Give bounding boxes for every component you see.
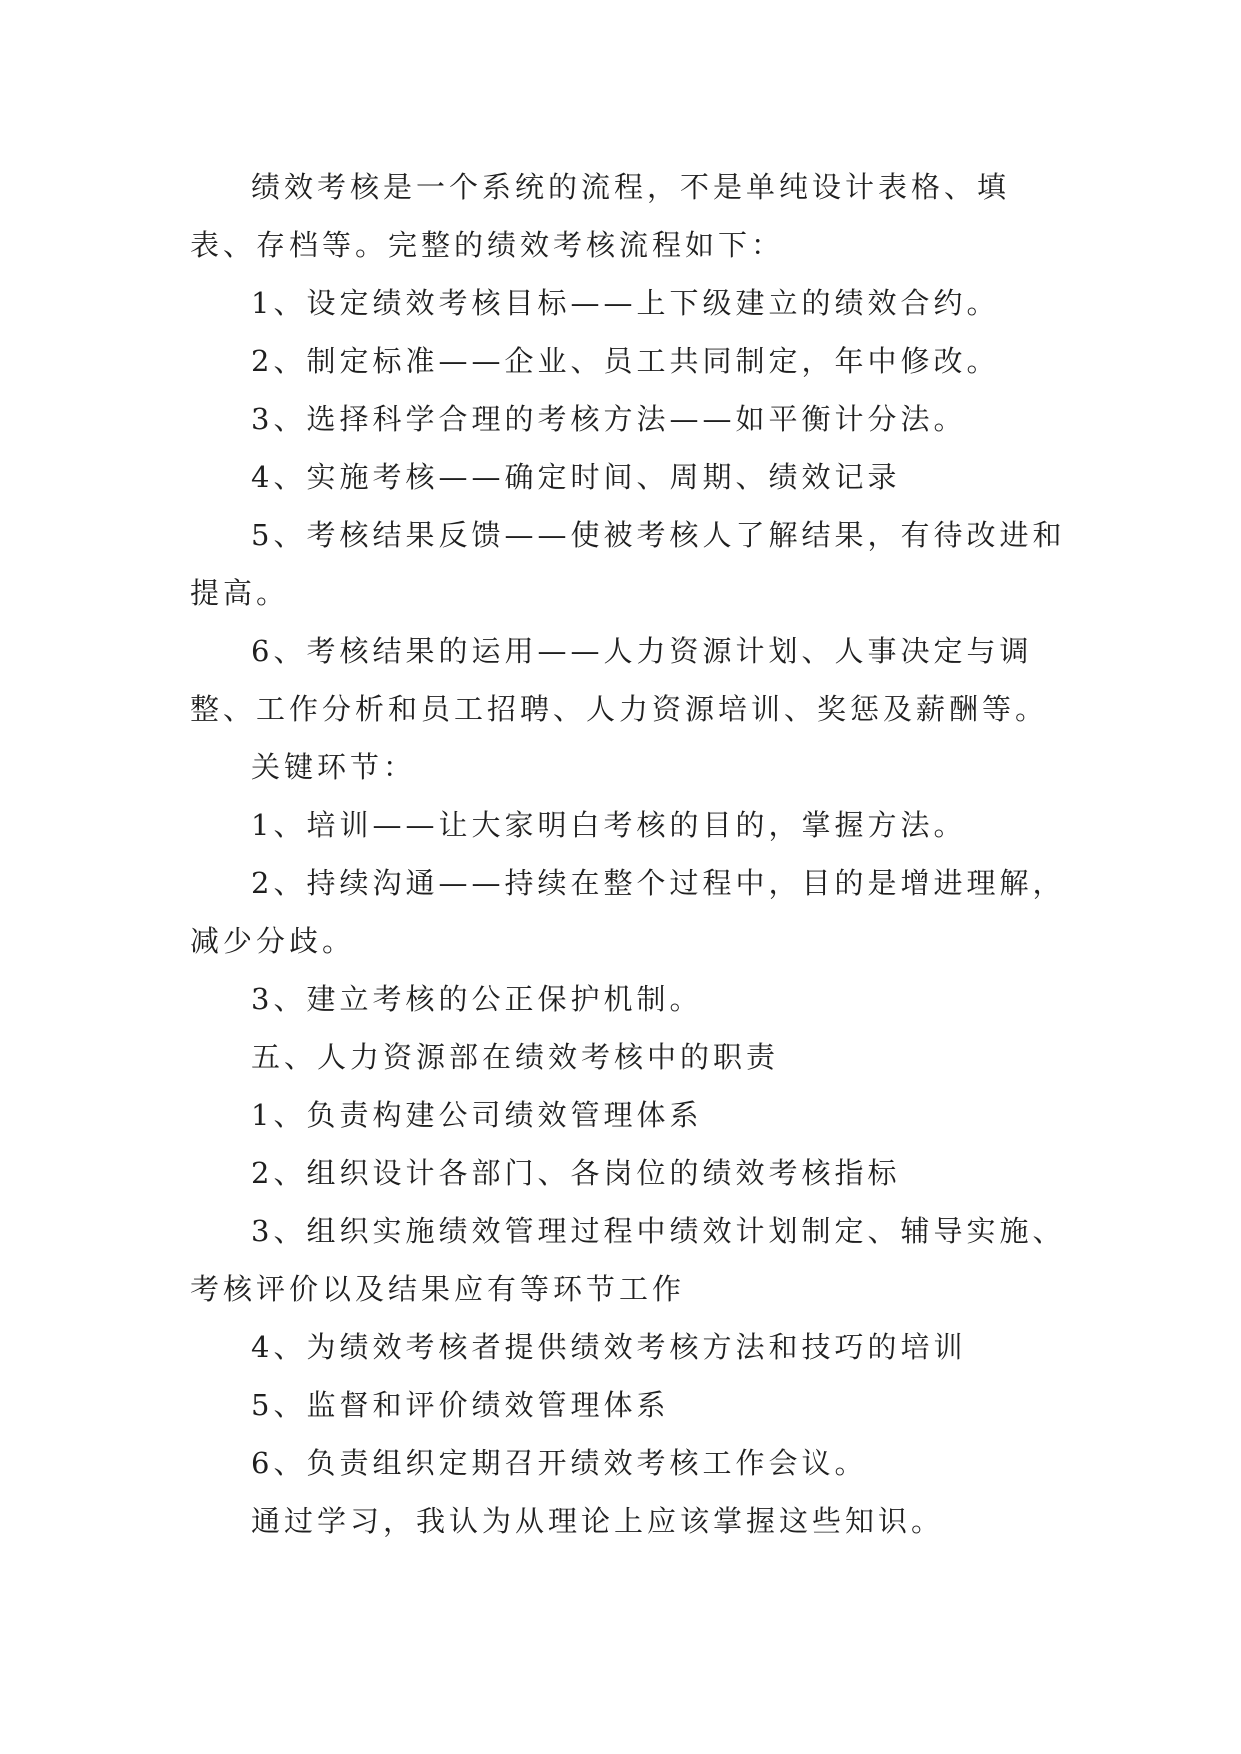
document-body [190,158,1070,1550]
paragraph-duty-4: 4、为绩效考核者提供绩效考核方法和技巧的培训 [251,1330,967,1364]
paragraph-intro: 绩效考核是一个系统的流程，不是单纯设计表格、填表、存档等。完整的绩效考核流程如下： [190,170,1011,262]
paragraph-key-link-1: 1、培训——让大家明白考核的目的，掌握方法。 [251,808,967,842]
paragraph-key-link-2: 2、持续沟通——持续在整个过程中，目的是增进理解，减少分歧。 [190,866,1066,958]
paragraph-duty-3: 3、组织实施绩效管理过程中绩效计划制定、辅导实施、考核评价以及结果应有等环节工作 [190,1214,1066,1306]
paragraph-key-link-3: 3、建立考核的公正保护机制。 [251,982,703,1016]
paragraph-step-4: 4、实施考核——确定时间、周期、绩效记录 [251,460,901,494]
paragraph-step-2: 2、制定标准——企业、员工共同制定，年中修改。 [251,344,1000,378]
paragraph-step-5: 5、考核结果反馈——使被考核人了解结果，有待改进和提高。 [190,518,1066,610]
paragraph-duty-5: 5、监督和评价绩效管理体系 [251,1388,670,1422]
paragraph-duty-1: 1、负责构建公司绩效管理体系 [251,1098,703,1132]
paragraph-key-links-heading: 关键环节： [251,750,417,784]
paragraph-duty-2: 2、组织设计各部门、各岗位的绩效考核指标 [251,1156,901,1190]
paragraph-conclusion: 通过学习，我认为从理论上应该掌握这些知识。 [251,1504,945,1538]
paragraph-duty-6: 6、负责组织定期召开绩效考核工作会议。 [251,1446,868,1480]
paragraph-step-6: 6、考核结果的运用——人力资源计划、人事决定与调整、工作分析和员工招聘、人力资源培训、奖惩及薪酬等。 [190,634,1049,726]
paragraph-step-3: 3、选择科学合理的考核方法——如平衡计分法。 [251,402,967,436]
paragraph-step-1: 1、设定绩效考核目标——上下级建立的绩效合约。 [251,286,1000,320]
paragraph-section-5-heading: 五、人力资源部在绩效考核中的职责 [251,1040,780,1074]
